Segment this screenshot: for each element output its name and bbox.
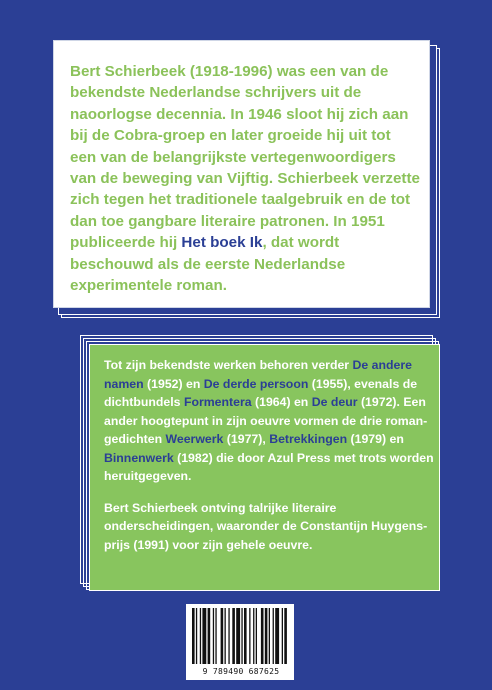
- works-text-segment: (1952) en: [143, 376, 204, 391]
- works-text-segment: (1972). Een ander hoogtepunt in zijn oeuvre vormen de drie romangedichten: [104, 395, 428, 446]
- awards-paragraph: Bert Schierbeek ontving talrijke literaire onderscheidingen, waaronder de Constantijn Huygens-prijs (1991) voor zijn gehele oeuvre.: [104, 500, 428, 552]
- works-paragraph: [104, 356, 434, 486]
- works-card: [89, 344, 440, 591]
- barcode-bar: [253, 608, 254, 664]
- work-title: Formentera: [183, 395, 252, 409]
- intro-text: [70, 61, 420, 296]
- book-title-het-boek-ik: Het boek Ik: [181, 234, 263, 252]
- barcode-bar: [265, 608, 268, 664]
- barcode-bar: [221, 608, 224, 664]
- work-title: Binnenwerk: [104, 450, 174, 465]
- work-title: De andere namen: [104, 358, 412, 391]
- works-text: [104, 356, 434, 554]
- barcode-bar: [236, 608, 240, 664]
- barcode-bar: [249, 608, 250, 664]
- works-text-segment: (1964) en: [251, 395, 312, 409]
- barcode-bar: [225, 608, 226, 664]
- barcode-bar: [256, 608, 257, 664]
- work-title: Betrekkingen: [269, 432, 348, 446]
- barcode-bar: [269, 608, 270, 664]
- isbn-barcode: [186, 604, 294, 680]
- barcode-bar: [282, 608, 283, 664]
- barcode-bar: [244, 608, 247, 664]
- barcode-bar: [192, 608, 195, 664]
- works-text-segment: (1955), evenals de dichtbundels: [104, 376, 418, 409]
- barcode-bar: [232, 608, 235, 664]
- barcode-bar: [284, 608, 287, 664]
- works-text-segment: (1979) en: [347, 432, 404, 446]
- work-title: Weerwerk: [165, 432, 224, 446]
- barcode-bar: [213, 608, 214, 664]
- intro-text-part2: , dat wordt beschouwd als de eerste Nederlandse experimentele roman.: [70, 234, 346, 295]
- barcode-bar: [200, 608, 201, 664]
- barcode-bar: [261, 608, 264, 664]
- intro-text-part1: Bert Schierbeek (1918-1996) was een van de bekendste Nederlandse schrijvers uit de naoorlogse decennia. In 1946 sloot hij zich aan bij de Cobra-groep en later groeide hij uit tot een van de belangrijkste vertegenwoordigers van de beweging van Vijftig. Schierbeek verzette zich tegen het traditionele taalgebruik en de tot dan toe gangbare literaire patronen. In 1951 publiceerde hij: [70, 63, 420, 252]
- intro-card: [53, 40, 430, 308]
- barcode-bar: [228, 608, 229, 664]
- works-text-segment: (1977),: [223, 432, 270, 446]
- works-text-segment: Tot zijn bekendste werken behoren verder: [104, 358, 353, 372]
- works-text-segment: (1982) die door Azul Press met trots worden heruitgegeven.: [104, 450, 434, 483]
- barcode-bar: [196, 608, 197, 664]
- barcode-bar: [202, 608, 206, 664]
- barcode-bar: [275, 608, 279, 664]
- work-title: De derde persoon: [203, 376, 309, 391]
- barcode-bar: [273, 608, 274, 664]
- work-title: De deur: [311, 395, 358, 409]
- barcode-bar: [215, 608, 216, 664]
- isbn-number: 9 789490 687625: [202, 667, 280, 676]
- barcode-bar: [241, 608, 242, 664]
- barcode-bar: [208, 608, 211, 664]
- barcode-bars: [186, 604, 294, 666]
